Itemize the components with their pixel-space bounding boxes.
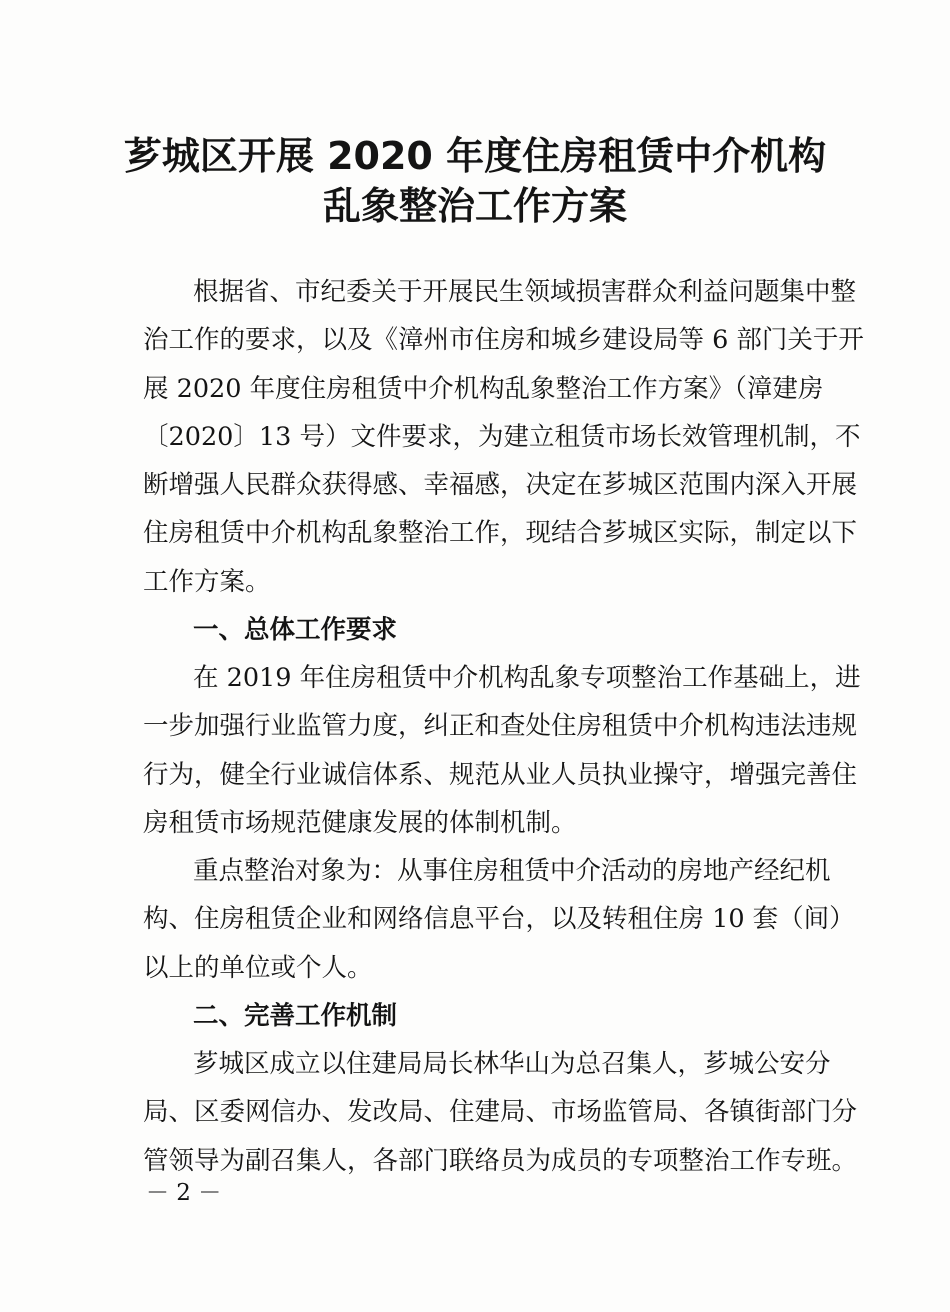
paragraph-line: 治工作的要求，以及《漳州市住房和城乡建设局等 6 部门关于开 — [143, 325, 864, 355]
section-heading-1: 一、总体工作要求 — [193, 615, 398, 645]
paragraph-line: 芗城区成立以住建局局长林华山为总召集人，芗城公安分 — [193, 1049, 831, 1079]
paragraph-line: 行为，健全行业诚信体系、规范从业人员执业操守，增强完善住 — [143, 760, 858, 790]
paragraph-line: 断增强人民群众获得感、幸福感，决定在芗城区范围内深入开展 — [143, 470, 858, 500]
paragraph-line: 构、住房租赁企业和网络信息平台，以及转租住房 10 套（间） — [143, 904, 855, 934]
paragraph-line: 房租赁市场规范健康发展的体制机制。 — [143, 808, 577, 838]
document-title-line-2: 乱象整治工作方案 — [322, 184, 627, 228]
paragraph-line: 局、区委网信办、发改局、住建局、市场监管局、各镇街部门分 — [143, 1097, 858, 1127]
paragraph-line: 一步加强行业监管力度，纠正和查处住房租赁中介机构违法违规 — [143, 711, 858, 741]
paragraph-line: 工作方案。 — [143, 567, 271, 597]
paragraph-line: 根据省、市纪委关于开展民生领域损害群众利益问题集中整 — [193, 277, 857, 307]
paragraph-line: 以上的单位或个人。 — [143, 953, 373, 983]
paragraph-line: 〔2020〕13 号）文件要求，为建立租赁市场长效管理机制，不 — [143, 422, 861, 452]
paragraph-line: 重点整治对象为：从事住房租赁中介活动的房地产经纪机 — [193, 856, 831, 886]
document-title-line-1: 芗城区开展 2020 年度住房租赁中介机构 — [123, 134, 827, 178]
paragraph-line: 管领导为副召集人，各部门联络员为成员的专项整治工作专班。 — [143, 1146, 858, 1176]
page-number: － 2 － — [146, 1180, 222, 1206]
paragraph-line: 展 2020 年度住房租赁中介机构乱象整治工作方案》（漳建房 — [143, 374, 824, 404]
paragraph-line: 在 2019 年住房租赁中介机构乱象专项整治工作基础上，进 — [193, 663, 861, 693]
paragraph-line: 住房租赁中介机构乱象整治工作，现结合芗城区实际，制定以下 — [143, 518, 858, 548]
section-heading-2: 二、完善工作机制 — [193, 1001, 398, 1031]
